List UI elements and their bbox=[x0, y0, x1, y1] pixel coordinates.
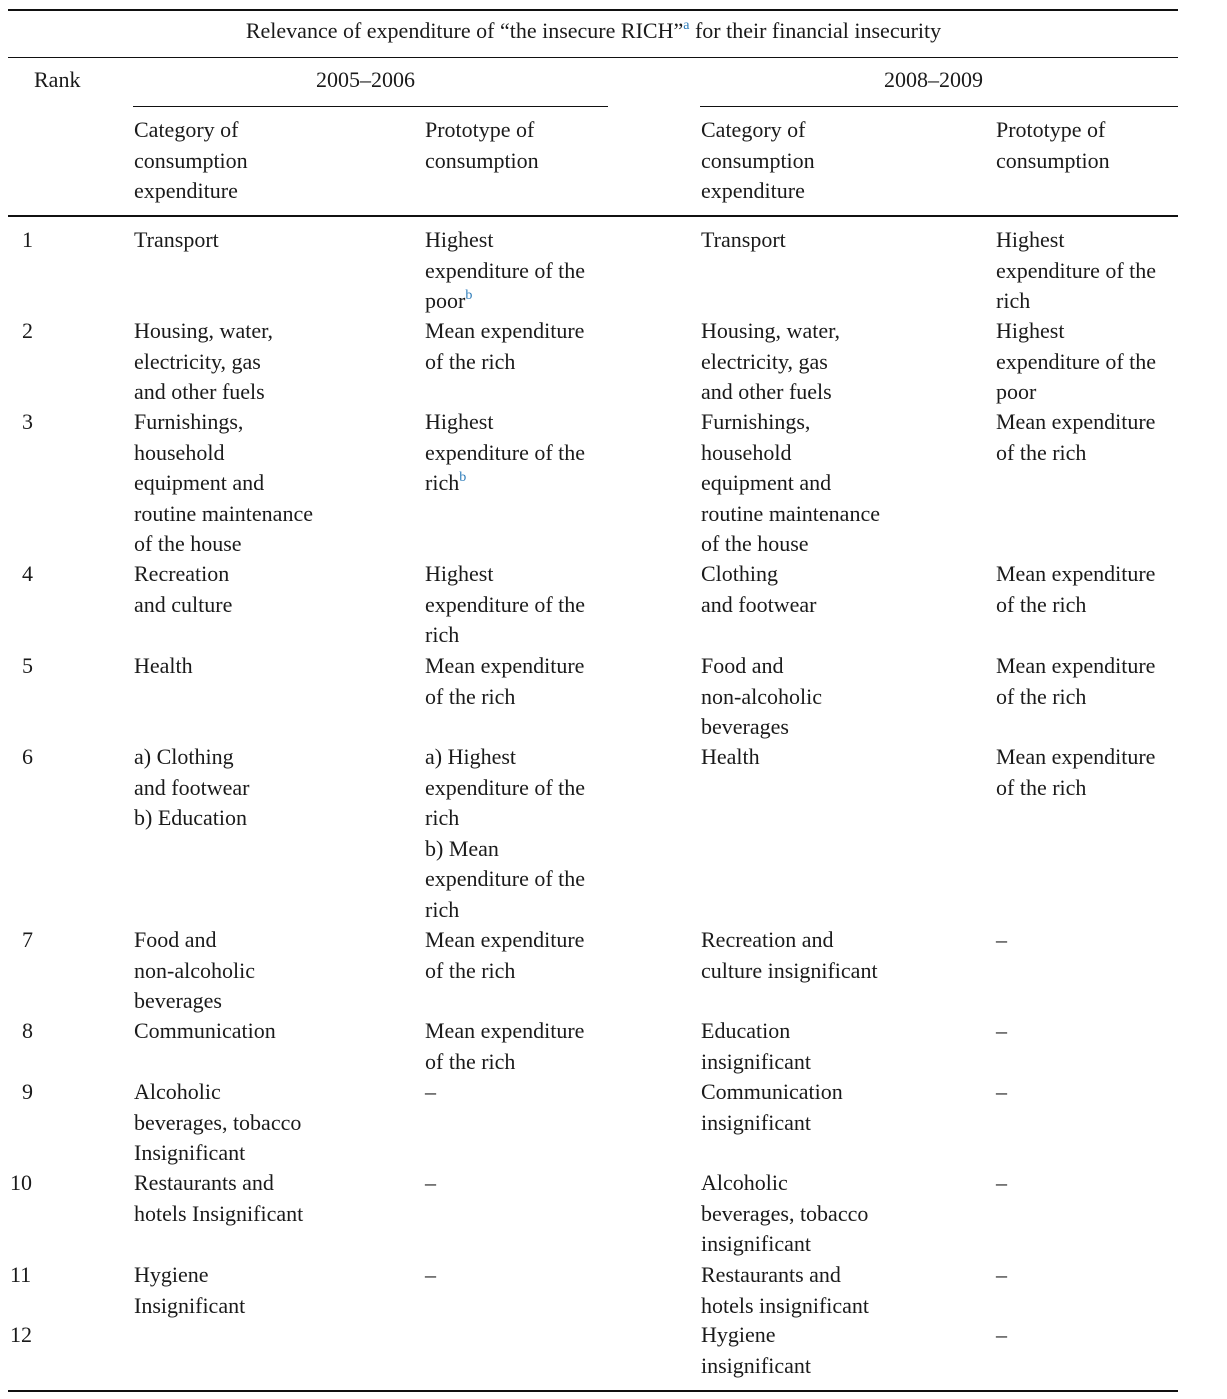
cell-line: of the house bbox=[701, 531, 809, 556]
category-2008-cell bbox=[701, 925, 878, 986]
cell-line: culture insignificant bbox=[701, 957, 878, 983]
prototype-2008-cell bbox=[996, 559, 1155, 620]
cell-line: Housing, water, bbox=[701, 318, 841, 343]
title-rule bbox=[8, 57, 1178, 58]
cell-line: of the rich bbox=[996, 439, 1087, 465]
cell-line: and culture bbox=[134, 591, 233, 617]
cell-line: routine maintenance bbox=[701, 500, 880, 526]
prototype-2005-cell bbox=[425, 225, 585, 317]
cell-line: Mean expenditure bbox=[425, 318, 585, 343]
rank-cell: 4 bbox=[22, 561, 33, 586]
cell-line: expenditure of the bbox=[425, 774, 586, 800]
cell-line: Mean expenditure bbox=[996, 653, 1156, 678]
cell-line: poor$^b$ bbox=[425, 288, 473, 313]
cell-line: Mean expenditure bbox=[425, 1018, 585, 1043]
category-2008-cell bbox=[701, 742, 760, 773]
cell-line: Highest bbox=[996, 227, 1065, 252]
table-title: Relevance of expenditure of “the insecure RICH”$^a$ for their financial insecurity bbox=[245, 18, 942, 43]
prototype-2008-cell bbox=[996, 1260, 1007, 1291]
prototype-2005-cell bbox=[425, 742, 585, 925]
prototype-2005-cell bbox=[425, 1077, 436, 1108]
prototype-2005-cell bbox=[425, 925, 584, 986]
cell-line: of the rich bbox=[996, 683, 1087, 709]
cell-line: Health bbox=[701, 744, 760, 769]
prototype-2008-cell bbox=[996, 925, 1007, 956]
cell-line: Alcoholic bbox=[701, 1170, 788, 1195]
cell-line: insignificant bbox=[701, 1231, 811, 1256]
prototype-2008-cell bbox=[996, 1077, 1007, 1108]
category-2008-cell bbox=[701, 1320, 811, 1381]
category-2008-cell bbox=[701, 225, 786, 256]
cell-line: Highest bbox=[425, 227, 494, 252]
cell-line: and footwear bbox=[134, 774, 250, 800]
rank-cell: 9 bbox=[22, 1079, 33, 1104]
cell-line: equipment and bbox=[134, 470, 265, 495]
cell-line: expenditure of the bbox=[996, 257, 1157, 283]
cell-line: of the rich bbox=[996, 774, 1087, 800]
cell-line: of the rich bbox=[996, 591, 1087, 617]
cell-line: rich bbox=[996, 288, 1031, 313]
cell-line: of the rich bbox=[425, 1048, 516, 1074]
cell-line: electricity, gas bbox=[134, 348, 261, 374]
cell-line: Highest bbox=[996, 318, 1065, 343]
col-prototype-2008: Prototype of consumption bbox=[996, 117, 1110, 173]
cell-line: Communication bbox=[701, 1079, 843, 1104]
cell-line: – bbox=[996, 1262, 1007, 1287]
cell-line: of the rich bbox=[425, 957, 516, 983]
cell-line: Highest bbox=[425, 409, 494, 434]
rank-cell: 1 bbox=[22, 227, 33, 252]
cell-line: Mean expenditure bbox=[996, 409, 1156, 434]
cell-line: hotels Insignificant bbox=[134, 1200, 304, 1226]
prototype-2005-cell bbox=[425, 407, 585, 499]
prototype-2008-cell bbox=[996, 1016, 1007, 1047]
category-2008-cell bbox=[701, 559, 816, 620]
cell-line: Furnishings, bbox=[701, 409, 811, 434]
footnote-b-marker[interactable]: b bbox=[465, 288, 473, 303]
category-2005-cell bbox=[134, 925, 255, 1017]
cell-line: – bbox=[996, 1018, 1007, 1043]
category-2005-cell bbox=[134, 225, 219, 256]
period-2005-rule bbox=[133, 106, 608, 107]
category-2005-cell bbox=[134, 742, 249, 834]
cell-line: Recreation and bbox=[701, 927, 834, 952]
rank-cell: 6 bbox=[22, 744, 33, 769]
table-top-rule bbox=[8, 9, 1178, 11]
prototype-2005-cell bbox=[425, 651, 584, 712]
prototype-2005-cell bbox=[425, 1168, 436, 1199]
cell-line: Hygiene bbox=[701, 1322, 776, 1347]
cell-line: Food and bbox=[701, 653, 784, 678]
prototype-2008-cell bbox=[996, 407, 1155, 468]
cell-line: Education bbox=[701, 1018, 791, 1043]
cell-line: – bbox=[996, 927, 1007, 952]
cell-line: Transport bbox=[701, 227, 786, 252]
cell-line: insignificant bbox=[701, 1109, 811, 1135]
cell-line: rich$^b$ bbox=[425, 470, 467, 495]
cell-line: rich bbox=[425, 805, 460, 830]
cell-line: household bbox=[701, 439, 792, 465]
cell-line: insignificant bbox=[701, 1352, 811, 1378]
category-2008-cell bbox=[701, 1016, 811, 1077]
cell-line: Health bbox=[134, 653, 193, 678]
rank-cell: 5 bbox=[22, 653, 33, 678]
cell-line: a) Clothing bbox=[134, 744, 234, 769]
cell-line: expenditure of the bbox=[425, 439, 586, 465]
cell-line: and footwear bbox=[701, 591, 817, 617]
cell-line: poor bbox=[996, 379, 1037, 404]
rank-header: Rank bbox=[34, 67, 81, 92]
cell-line: expenditure of the bbox=[425, 866, 586, 891]
category-2008-cell bbox=[701, 1260, 869, 1321]
category-2005-cell bbox=[134, 559, 232, 620]
prototype-2008-cell bbox=[996, 225, 1156, 317]
prototype-2008-cell bbox=[996, 742, 1155, 803]
category-2005-cell bbox=[134, 1168, 303, 1229]
category-2005-cell bbox=[134, 1016, 276, 1047]
cell-line: non-alcoholic bbox=[134, 957, 255, 983]
category-2005-cell bbox=[134, 1260, 245, 1321]
footnote-a-marker[interactable]: a bbox=[683, 18, 690, 33]
rank-cell: 7 bbox=[22, 927, 33, 952]
cell-line: expenditure of the bbox=[425, 257, 586, 283]
cell-line: Transport bbox=[134, 227, 219, 252]
rank-cell: 2 bbox=[22, 318, 33, 343]
rank-cell: 10 bbox=[10, 1170, 32, 1195]
prototype-2008-cell bbox=[996, 1168, 1007, 1199]
rank-cell: 8 bbox=[22, 1018, 33, 1043]
cell-line: Housing, water, bbox=[134, 318, 274, 343]
rank-cell: 3 bbox=[22, 409, 33, 434]
cell-line: expenditure of the bbox=[425, 591, 586, 617]
cell-line: b) Education bbox=[134, 805, 248, 830]
prototype-2005-cell bbox=[425, 316, 584, 377]
period-2008-header: 2008–2009 bbox=[884, 67, 983, 92]
cell-line: – bbox=[996, 1079, 1007, 1104]
cell-line: hotels insignificant bbox=[701, 1292, 870, 1318]
cell-line: rich bbox=[425, 622, 460, 647]
cell-line: Hygiene bbox=[134, 1262, 209, 1287]
cell-line: Restaurants and bbox=[701, 1262, 841, 1287]
rank-cell: 12 bbox=[10, 1322, 32, 1347]
cell-line: Mean expenditure bbox=[425, 653, 585, 678]
category-2008-cell bbox=[701, 1168, 868, 1260]
cell-line: – bbox=[425, 1170, 436, 1195]
category-2008-cell bbox=[701, 316, 840, 408]
cell-line: Mean expenditure bbox=[996, 744, 1156, 769]
category-2005-cell bbox=[134, 316, 273, 408]
prototype-2008-cell bbox=[996, 1320, 1007, 1351]
prototype-2005-cell bbox=[425, 559, 585, 651]
cell-line: Recreation bbox=[134, 561, 230, 586]
cell-line: non-alcoholic bbox=[701, 683, 822, 709]
cell-line: a) Highest bbox=[425, 744, 517, 769]
col-prototype-2005: Prototype of consumption bbox=[425, 117, 539, 173]
period-2005-header: 2005–2006 bbox=[316, 67, 415, 92]
cell-line: beverages, tobacco bbox=[134, 1109, 302, 1135]
footnote-b-marker[interactable]: b bbox=[459, 470, 467, 485]
cell-line: Mean expenditure bbox=[996, 561, 1156, 586]
cell-line: Communication bbox=[134, 1018, 276, 1043]
prototype-2005-cell bbox=[425, 1260, 436, 1291]
category-2005-cell bbox=[134, 1077, 301, 1169]
prototype-2005-cell bbox=[425, 1016, 584, 1077]
cell-line: of the rich bbox=[425, 683, 516, 709]
cell-line: and other fuels bbox=[134, 379, 265, 404]
cell-line: Insignificant bbox=[134, 1292, 246, 1318]
cell-line: of the rich bbox=[425, 348, 516, 374]
cell-line: routine maintenance bbox=[134, 500, 313, 526]
cell-line: beverages bbox=[701, 714, 789, 739]
cell-line: expenditure of the bbox=[996, 348, 1157, 374]
cell-line: Alcoholic bbox=[134, 1079, 221, 1104]
prototype-2008-cell bbox=[996, 651, 1155, 712]
cell-line: of the house bbox=[134, 531, 242, 556]
cell-line: b) Mean bbox=[425, 835, 499, 861]
category-2005-cell bbox=[134, 651, 193, 682]
cell-line: Clothing bbox=[701, 561, 779, 586]
col-category-2005: Category of consumption expenditure bbox=[134, 117, 248, 203]
cell-line: equipment and bbox=[701, 470, 832, 495]
table-bottom-rule bbox=[8, 1390, 1178, 1392]
cell-line: Restaurants and bbox=[134, 1170, 274, 1195]
cell-line: insignificant bbox=[701, 1048, 811, 1074]
prototype-2008-cell bbox=[996, 316, 1156, 408]
cell-line: rich bbox=[425, 896, 460, 922]
cell-line: Mean expenditure bbox=[425, 927, 585, 952]
cell-line: Highest bbox=[425, 561, 494, 586]
cell-line: – bbox=[425, 1079, 436, 1104]
cell-line: – bbox=[996, 1322, 1007, 1347]
header-rule bbox=[8, 215, 1178, 217]
rank-cell: 11 bbox=[10, 1262, 32, 1287]
category-2005-cell bbox=[134, 407, 313, 560]
cell-line: Furnishings, bbox=[134, 409, 244, 434]
cell-line: Insignificant bbox=[134, 1140, 246, 1165]
cell-line: – bbox=[425, 1262, 436, 1287]
cell-line: electricity, gas bbox=[701, 348, 828, 374]
period-2008-rule bbox=[700, 106, 1178, 107]
col-category-2008: Category of consumption expenditure bbox=[701, 117, 815, 203]
cell-line: Food and bbox=[134, 927, 217, 952]
cell-line: – bbox=[996, 1170, 1007, 1195]
cell-line: beverages bbox=[134, 988, 222, 1013]
category-2008-cell bbox=[701, 651, 822, 743]
cell-line: and other fuels bbox=[701, 379, 832, 404]
cell-line: beverages, tobacco bbox=[701, 1200, 869, 1226]
category-2008-cell bbox=[701, 1077, 843, 1138]
cell-line: household bbox=[134, 439, 225, 465]
category-2008-cell bbox=[701, 407, 880, 560]
